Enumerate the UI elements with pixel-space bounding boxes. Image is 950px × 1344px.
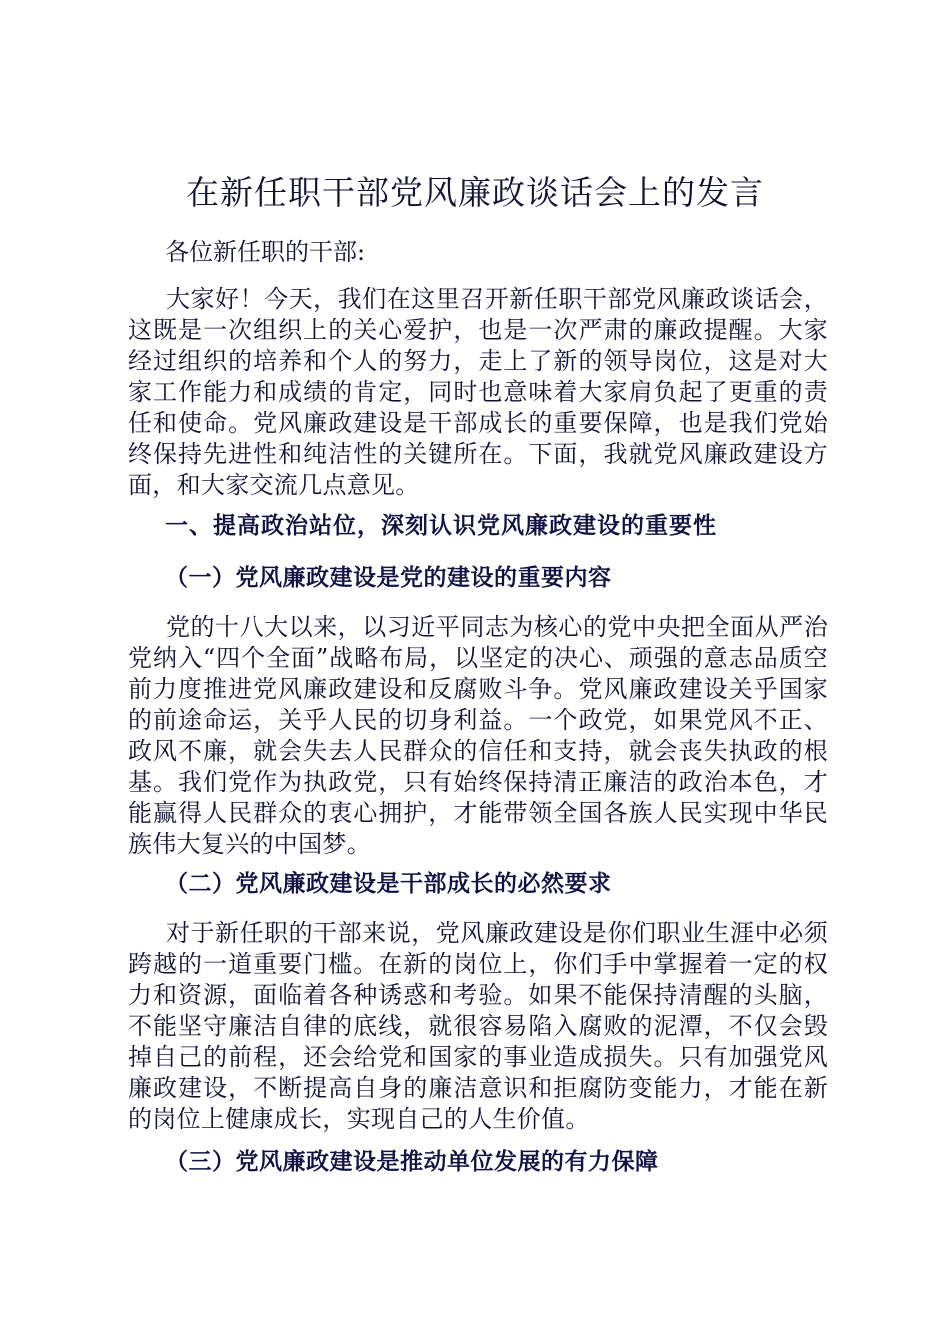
subsection-2-body: 对于新任职的干部来说，党风廉政建设是你们职业生涯中必须跨越的一道重要门槛。在新的岗位上，你们手中掌握着一定的权力和资源，面临着各种诱惑和考验。如果不能保持清醒的头脑，不能坚守廉洁自律的底线，就很容易陷入腐败的泥潭，不仅会毁掉自己的前程，还会给党和国家的事业造成损失。只有加强党风廉政建设，不断提高自身的廉洁意识和拒腐防变能力，才能在新的岗位上健康成长，实现自己的人生价值。 [128,919,828,1133]
subsection-3-heading: （三）党风廉政建设是推动单位发展的有力保障 [165,1149,659,1175]
subsection-1-body: 党的十八大以来，以习近平同志为核心的党中央把全面从严治党纳入“四个全面”战略布局，以坚定的决心、顽强的意志品质空前力度推进党风廉政建设和反腐败斗争。党风廉政建设关乎国家的前途命运，关乎人民的切身利益。一个政党，如果党风不正、政风不廉，就会失去人民群众的信任和支持，就会丧失执政的根基。我们党作为执政党，只有始终保持清正廉洁的政治本色，才能赢得人民群众的衷心拥护，才能带领全国各族人民实现中华民族伟大复兴的中国梦。 [128,613,828,858]
intro-paragraph: 大家好！今天，我们在这里召开新任职干部党风廉政谈话会，这既是一次组织上的关心爱护，也是一次严肃的廉政提醒。大家经过组织的培养和个人的努力，走上了新的领导岗位，这是对大家工作能力和成绩的肯定，同时也意味着大家肩负起了更重的责任和使命。党风廉政建设是干部成长的重要保障，也是我们党始终保持先进性和纯洁性的关键所在。下面，我就党风廉政建设方面，和大家交流几点意见。 [128,285,828,499]
document-title: 在新任职干部党风廉政谈话会上的发言 [186,173,764,212]
subsection-2-heading: （二）党风廉政建设是干部成长的必然要求 [165,871,612,897]
section-1-heading: 一、提高政治站位，深刻认识党风廉政建设的重要性 [165,513,717,539]
subsection-1-heading: （一）党风廉政建设是党的建设的重要内容 [165,565,612,591]
salutation: 各位新任职的干部: [165,238,366,266]
